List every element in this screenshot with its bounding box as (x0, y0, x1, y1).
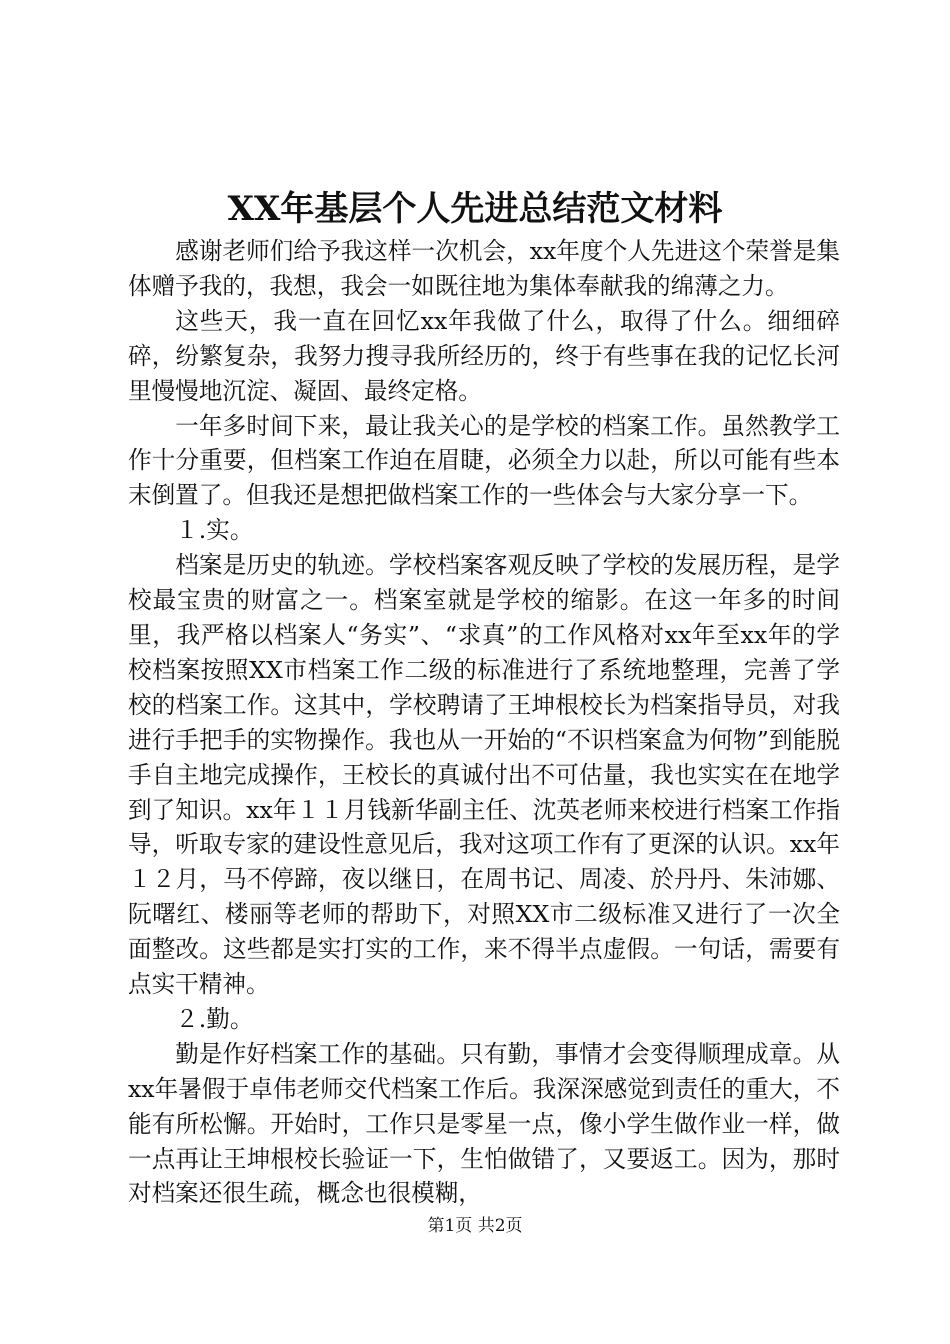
paragraph-intro: 感谢老师们给予我这样一次机会，xx年度个人先进这个荣誉是集体赠予我的，我想，我会一如既往地为集体奉献我的绵薄之力。 (128, 237, 840, 300)
section-heading-1: １.实。 (175, 516, 254, 545)
paragraph-recollection: 这些天，我一直在回忆xx年我做了什么，取得了什么。细细碎碎，纷繁复杂，我努力搜寻我所经历的，终于有些事在我的记忆长河里慢慢地沉淀、凝固、最终定格。 (128, 306, 840, 405)
document-body (128, 234, 840, 1211)
paragraph-archive-work: 一年多时间下来，最让我关心的是学校的档案工作。虽然教学工作十分重要，但档案工作迫在眉睫，必须全力以赴，所以可能有些本末倒置了。但我还是想把做档案工作的一些体会与大家分享一下。 (128, 411, 840, 510)
page-footer: 第1页 共2页 (427, 1216, 523, 1236)
paragraph-section-1: 档案是历史的轨迹。学校档案客观反映了学校的发展历程，是学校最宝贵的财富之一。档案室就是学校的缩影。在这一年多的时间里，我严格以档案人“务实”、“求真”的工作风格对xx年至xx年的学校档案按照XX市档案工作二级的标准进行了系统地整理，完善了学校的档案工作。这其中，学校聘请了王坤根校长为档案指导员，对我进行手把手的实物操作。我也从一开始的“不识档案盒为何物”到能脱手自主地完成操作，王校长的真诚付出不可估量，我也实实在在地学到了知识。xx年１１月钱新华副主任、沈英老师来校进行档案工作指导，听取专家的建设性意见后，我对这项工作有了更深的认识。xx年１２月，马不停蹄，夜以继日，在周书记、周凌、於丹丹、朱沛娜、阮曙红、楼丽等老师的帮助下，对照XX市二级标准又进行了一次全面整改。这些都是实打实的工作，来不得半点虚假。一句话，需要有点实干精神。 (128, 551, 840, 999)
document-title: XX年基层个人先进总结范文材料 (227, 189, 723, 229)
section-heading-2: ２.勤。 (175, 1004, 254, 1033)
paragraph-section-2: 勤是作好档案工作的基础。只有勤，事情才会变得顺理成章。从xx年暑假于卓伟老师交代档案工作后。我深深感觉到责任的重大，不能有所松懈。开始时，工作只是零星一点，像小学生做作业一样，做一点再让王坤根校长验证一下，生怕做错了，又要返工。因为，那时对档案还很生疏，概念也很模糊， (128, 1039, 840, 1208)
